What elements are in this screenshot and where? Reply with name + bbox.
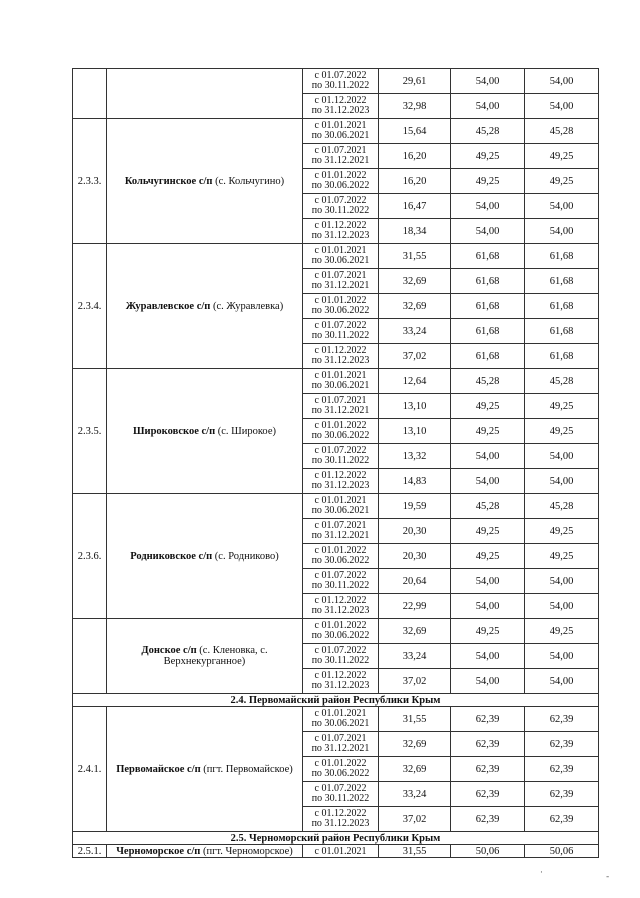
period-from: с 01.07.2022 [314, 644, 367, 656]
settlement-name-detail: (пгт. Первомайское) [200, 763, 293, 775]
period-cell [303, 169, 379, 194]
tariff-value-3: 62,39 [525, 707, 599, 732]
tariff-value-1: 13,10 [379, 394, 451, 419]
period-from: с 01.07.2021 [314, 394, 367, 406]
period-from: с 01.07.2022 [314, 194, 367, 206]
tariff-value-3: 54,00 [525, 194, 599, 219]
tariff-value-1: 33,24 [379, 319, 451, 344]
tariff-value-1: 32,69 [379, 757, 451, 782]
tariff-value-3: 61,68 [525, 294, 599, 319]
tariff-value-3: 54,00 [525, 469, 599, 494]
settlement-name [107, 244, 303, 369]
tariff-value-1: 33,24 [379, 644, 451, 669]
tariff-value-1: 37,02 [379, 669, 451, 694]
tariff-value-3: 61,68 [525, 244, 599, 269]
period-to: по 30.11.2022 [311, 80, 370, 91]
settlement-name [107, 369, 303, 494]
period-to: по 31.12.2021 [311, 743, 370, 754]
period-cell [303, 519, 379, 544]
tariff-value-3: 49,25 [525, 519, 599, 544]
tariff-value-3: 54,00 [525, 444, 599, 469]
period-cell [303, 269, 379, 294]
tariff-value-2: 54,00 [451, 469, 525, 494]
table-row [73, 119, 599, 144]
period-from: с 01.07.2021 [314, 732, 367, 744]
settlement-name [107, 494, 303, 619]
tariff-value-2: 45,28 [451, 369, 525, 394]
period-cell [303, 69, 379, 94]
period-cell [303, 444, 379, 469]
period-to: по 30.11.2022 [311, 330, 370, 341]
period-to: по 30.06.2021 [311, 130, 370, 141]
tariff-value-1: 13,10 [379, 419, 451, 444]
tariff-value-1: 29,61 [379, 69, 451, 94]
tariff-value-2: 49,25 [451, 419, 525, 444]
period-to: по 31.12.2023 [311, 355, 370, 366]
tariff-value-2: 49,25 [451, 519, 525, 544]
tariff-value-2: 62,39 [451, 782, 525, 807]
tariff-value-3: 54,00 [525, 219, 599, 244]
settlement-name-bold: Черноморское с/п [116, 845, 201, 857]
section-title: 2.5. Черноморский район Республики Крым [73, 832, 599, 845]
tariff-value-2: 62,39 [451, 707, 525, 732]
tariff-value-2: 61,68 [451, 269, 525, 294]
tariff-value-1: 22,99 [379, 594, 451, 619]
period-to: по 30.06.2021 [311, 718, 370, 729]
period-to: по 31.12.2023 [311, 605, 370, 616]
period-from: с 01.07.2022 [314, 69, 367, 81]
period-cell [303, 644, 379, 669]
period-to: по 31.12.2021 [311, 530, 370, 541]
tariff-value-1: 20,64 [379, 569, 451, 594]
period-cell [303, 344, 379, 369]
period-from: с 01.07.2022 [314, 319, 367, 331]
period-cell [303, 757, 379, 782]
tariff-value-3: 45,28 [525, 494, 599, 519]
tariff-value-2: 54,00 [451, 69, 525, 94]
tariff-value-1: 12,64 [379, 369, 451, 394]
settlement-name-detail: (с. Широкое) [215, 425, 276, 437]
settlement-name-bold: Первомайское с/п [116, 763, 201, 775]
period-from: с 01.12.2022 [314, 807, 367, 819]
tariff-value-2: 50,06 [451, 845, 525, 858]
tariff-value-3: 62,39 [525, 807, 599, 832]
table-row [73, 69, 599, 94]
period-cell [303, 469, 379, 494]
period-cell [303, 394, 379, 419]
tariff-value-3: 54,00 [525, 569, 599, 594]
item-number [73, 619, 107, 694]
item-number: 2.5.1. [73, 845, 107, 858]
period-from: с 01.07.2022 [314, 444, 367, 456]
period-to: по 30.06.2022 [311, 630, 370, 641]
period-to: по 30.11.2022 [311, 580, 370, 591]
table-row [73, 845, 599, 858]
tariff-value-1: 18,34 [379, 219, 451, 244]
tariff-value-2: 61,68 [451, 294, 525, 319]
tariff-value-2: 54,00 [451, 219, 525, 244]
tariff-value-2: 49,25 [451, 544, 525, 569]
period-from: с 01.01.2021 [314, 244, 367, 256]
settlement-name-bold: Родниковское с/п [130, 550, 213, 562]
tariff-value-2: 54,00 [451, 94, 525, 119]
tariff-value-1: 33,24 [379, 782, 451, 807]
period-from: с 01.07.2022 [314, 782, 367, 794]
period-from: с 01.01.2021 [314, 369, 367, 381]
tariff-value-3: 54,00 [525, 69, 599, 94]
tariff-value-1: 31,55 [379, 244, 451, 269]
tariff-value-1: 16,47 [379, 194, 451, 219]
tariff-value-3: 54,00 [525, 644, 599, 669]
tariff-value-3: 50,06 [525, 845, 599, 858]
tariff-value-3: 49,25 [525, 619, 599, 644]
table-row [73, 244, 599, 269]
tariff-value-3: 49,25 [525, 394, 599, 419]
tariff-value-2: 54,00 [451, 644, 525, 669]
scan-mark: · [540, 868, 543, 878]
tariff-value-1: 32,98 [379, 94, 451, 119]
period-from: с 01.07.2021 [314, 269, 367, 281]
period-to: по 31.12.2023 [311, 230, 370, 241]
section-header-row [73, 832, 599, 845]
period-from: с 01.12.2022 [314, 219, 367, 231]
period-from: с 01.12.2022 [314, 344, 367, 356]
period-cell [303, 594, 379, 619]
period-from: с 01.01.2021 [314, 845, 367, 857]
period-from: с 01.01.2022 [314, 757, 367, 769]
period-cell [303, 845, 379, 858]
tariff-value-3: 62,39 [525, 732, 599, 757]
period-from: с 01.01.2022 [314, 169, 367, 181]
tariff-value-3: 62,39 [525, 757, 599, 782]
tariff-value-1: 20,30 [379, 544, 451, 569]
period-to: по 31.12.2023 [311, 480, 370, 491]
tariff-value-2: 49,25 [451, 144, 525, 169]
tariff-value-1: 14,83 [379, 469, 451, 494]
settlement-name-bold: Журавлевское с/п [125, 300, 211, 312]
table-row [73, 707, 599, 732]
table-row [73, 369, 599, 394]
period-to: по 30.11.2022 [311, 455, 370, 466]
period-from: с 01.01.2021 [314, 119, 367, 131]
tariff-value-3: 61,68 [525, 269, 599, 294]
period-from: с 01.01.2021 [314, 494, 367, 506]
tariff-value-2: 54,00 [451, 669, 525, 694]
period-cell [303, 619, 379, 644]
period-cell [303, 194, 379, 219]
period-to: по 31.12.2023 [311, 818, 370, 829]
item-number: 2.3.6. [73, 494, 107, 619]
tariff-value-1: 15,64 [379, 119, 451, 144]
tariff-value-3: 54,00 [525, 669, 599, 694]
settlement-name-detail: (пгт. Черноморское) [200, 845, 293, 857]
tariff-value-1: 31,55 [379, 845, 451, 858]
tariff-value-2: 54,00 [451, 569, 525, 594]
period-from: с 01.12.2022 [314, 94, 367, 106]
tariff-value-1: 31,55 [379, 707, 451, 732]
period-from: с 01.07.2021 [314, 519, 367, 531]
period-from: с 01.01.2022 [314, 294, 367, 306]
tariff-value-1: 32,69 [379, 269, 451, 294]
tariff-value-2: 49,25 [451, 619, 525, 644]
period-cell [303, 807, 379, 832]
item-number: 2.3.3. [73, 119, 107, 244]
scan-mark: - [606, 872, 610, 882]
period-from: с 01.12.2022 [314, 669, 367, 681]
tariff-value-1: 16,20 [379, 144, 451, 169]
tariff-value-3: 54,00 [525, 94, 599, 119]
section-header-row [73, 694, 599, 707]
period-to: по 30.06.2021 [311, 380, 370, 391]
settlement-name-bold: Широковское с/п [133, 425, 216, 437]
tariff-value-3: 45,28 [525, 119, 599, 144]
tariff-value-1: 32,69 [379, 732, 451, 757]
period-cell [303, 294, 379, 319]
period-to: по 30.06.2022 [311, 555, 370, 566]
item-number [73, 69, 107, 119]
tariff-value-2: 54,00 [451, 444, 525, 469]
tariff-value-1: 32,69 [379, 294, 451, 319]
tariff-value-2: 54,00 [451, 594, 525, 619]
settlement-name [107, 845, 303, 858]
period-cell [303, 119, 379, 144]
tariff-value-3: 61,68 [525, 319, 599, 344]
tariff-value-3: 49,25 [525, 419, 599, 444]
period-to: по 30.06.2022 [311, 768, 370, 779]
tariff-value-3: 61,68 [525, 344, 599, 369]
settlement-name-detail: (с. Родниково) [212, 550, 279, 562]
period-to: по 30.11.2022 [311, 655, 370, 666]
period-cell [303, 569, 379, 594]
period-cell [303, 732, 379, 757]
tariff-value-2: 49,25 [451, 394, 525, 419]
period-cell [303, 419, 379, 444]
period-to: по 30.11.2022 [311, 793, 370, 804]
settlement-name-bold: Кольчугинское с/п [124, 175, 213, 187]
item-number: 2.4.1. [73, 707, 107, 832]
period-to: по 31.12.2021 [311, 155, 370, 166]
period-cell [303, 494, 379, 519]
tariff-value-3: 45,28 [525, 369, 599, 394]
settlement-name-detail: (с. Кольчугино) [212, 175, 285, 187]
tariff-value-1: 32,69 [379, 619, 451, 644]
period-cell [303, 369, 379, 394]
period-from: с 01.07.2021 [314, 144, 367, 156]
tariff-value-1: 37,02 [379, 807, 451, 832]
period-to: по 31.12.2021 [311, 405, 370, 416]
settlement-name [107, 707, 303, 832]
settlement-name-detail: (с. Кленовка, с. Верхнекурганное) [163, 645, 268, 667]
settlement-name-bold: Донское с/п [141, 645, 197, 656]
tariff-value-2: 61,68 [451, 319, 525, 344]
period-to: по 30.06.2021 [311, 255, 370, 266]
settlement-name [107, 119, 303, 244]
tariff-value-3: 49,25 [525, 169, 599, 194]
tariff-value-2: 61,68 [451, 344, 525, 369]
period-to: по 31.12.2023 [311, 680, 370, 691]
tariff-value-1: 13,32 [379, 444, 451, 469]
tariff-value-1: 19,59 [379, 494, 451, 519]
tariff-value-1: 16,20 [379, 169, 451, 194]
period-to: по 30.06.2022 [311, 180, 370, 191]
tariff-value-1: 37,02 [379, 344, 451, 369]
settlement-name [107, 619, 303, 694]
tariff-value-2: 62,39 [451, 757, 525, 782]
period-cell [303, 782, 379, 807]
period-cell [303, 94, 379, 119]
table-row [73, 619, 599, 644]
period-from: с 01.07.2022 [314, 569, 367, 581]
period-cell [303, 319, 379, 344]
tariff-value-2: 61,68 [451, 244, 525, 269]
tariff-value-3: 49,25 [525, 544, 599, 569]
period-to: по 31.12.2023 [311, 105, 370, 116]
period-cell [303, 219, 379, 244]
tariff-value-3: 49,25 [525, 144, 599, 169]
tariff-value-2: 45,28 [451, 494, 525, 519]
period-cell [303, 144, 379, 169]
period-cell [303, 244, 379, 269]
period-cell [303, 669, 379, 694]
tariff-value-2: 45,28 [451, 119, 525, 144]
period-to: по 30.06.2022 [311, 430, 370, 441]
period-from: с 01.01.2021 [314, 707, 367, 719]
period-from: с 01.01.2022 [314, 419, 367, 431]
period-cell [303, 707, 379, 732]
period-from: с 01.12.2022 [314, 594, 367, 606]
period-to: по 30.06.2022 [311, 305, 370, 316]
period-from: с 01.01.2022 [314, 544, 367, 556]
period-cell [303, 544, 379, 569]
tariff-value-3: 54,00 [525, 594, 599, 619]
period-to: по 30.06.2021 [311, 505, 370, 516]
period-to: по 31.12.2021 [311, 280, 370, 291]
tariff-value-2: 62,39 [451, 807, 525, 832]
period-from: с 01.01.2022 [314, 619, 367, 631]
item-number: 2.3.5. [73, 369, 107, 494]
tariff-value-2: 62,39 [451, 732, 525, 757]
settlement-name [107, 69, 303, 119]
tariff-value-3: 62,39 [525, 782, 599, 807]
table-row [73, 494, 599, 519]
period-from: с 01.12.2022 [314, 469, 367, 481]
settlement-name-detail: (с. Журавлевка) [210, 300, 284, 312]
tariff-value-2: 49,25 [451, 169, 525, 194]
period-to: по 30.11.2022 [311, 205, 370, 216]
tariff-value-1: 20,30 [379, 519, 451, 544]
tariff-table [72, 68, 599, 858]
tariff-table-body [73, 69, 599, 858]
tariff-value-2: 54,00 [451, 194, 525, 219]
section-title: 2.4. Первомайский район Республики Крым [73, 694, 599, 707]
item-number: 2.3.4. [73, 244, 107, 369]
